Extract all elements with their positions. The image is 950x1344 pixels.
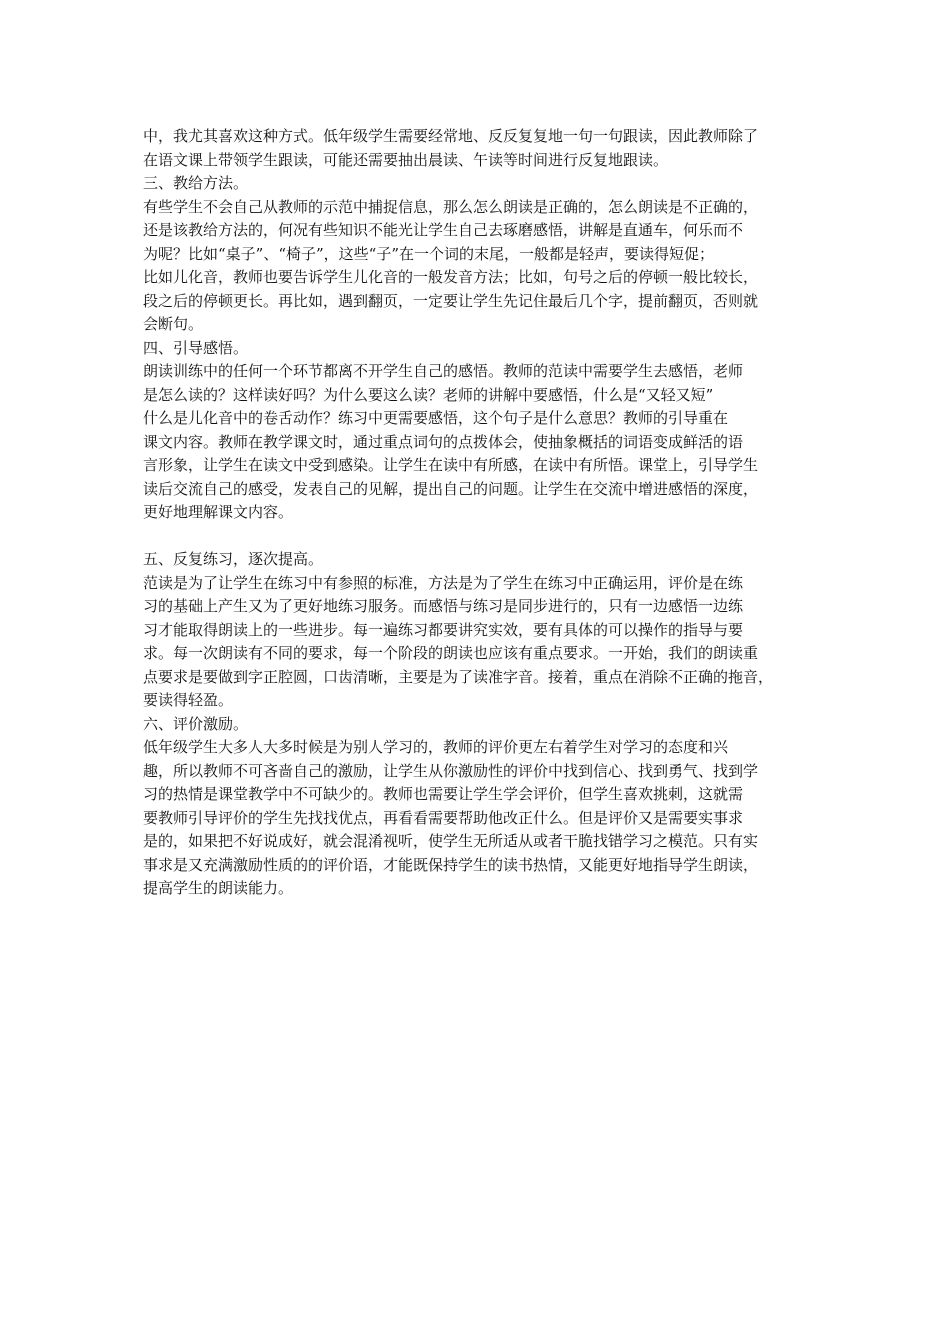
- blank-line: [143, 525, 809, 549]
- text-line: 比如儿化音，教师也要告诉学生儿化音的一般发音方法；比如，句号之后的停顿一般比较长，: [143, 268, 759, 286]
- text-line: 求。每一次朗读有不同的要求，每一个阶段的朗读也应该有重点要求。一开始，我们的朗读重: [143, 644, 759, 662]
- section-heading: 六、评价激励。: [143, 714, 249, 733]
- section-heading: 四、引导感悟。: [143, 338, 249, 357]
- text-line: 中，我尤其喜欢这种方式。低年级学生需要经常地、反反复复地一句一句跟读，因此教师除了: [143, 127, 759, 145]
- text-line: 趣，所以教师不可吝啬自己的激励，让学生从你激励性的评价中找到信心、找到勇气、找到学: [143, 761, 759, 780]
- text-line: 还是该教给方法的，何况有些知识不能光让学生自己去琢磨感悟，讲解是直通车，何乐而不: [143, 221, 744, 239]
- text-line: 要读得轻盈。: [143, 691, 234, 709]
- text-line: 提高学生的朗读能力。: [143, 879, 294, 897]
- text-line: 更好地理解课文内容。: [143, 503, 294, 521]
- section-5: [143, 548, 809, 713]
- text-line: 是的，如果把不好说成好，就会混淆视听，使学生无所适从或者干脆找错学习之模范。只有实: [143, 832, 759, 850]
- text-line: 为呢？比如“桌子”、“椅子”，这些“子”在一个词的末尾，一般都是轻声，要读得短促；: [143, 244, 715, 263]
- section-3: [143, 172, 809, 337]
- section-6: [143, 713, 809, 901]
- text-line: 要教师引导评价的学生先找找优点，再看看需要帮助他改正什么。但是评价又是需要实事求: [143, 808, 744, 827]
- section-4: [143, 337, 809, 525]
- text-line: 低年级学生大多人大多时候是为别人学习的，教师的评价更左右着学生对学习的态度和兴: [143, 738, 729, 756]
- text-line: 是怎么读的？这样读好吗？为什么要这么读？老师的讲解中要感悟，什么是“又轻又短”: [143, 385, 714, 404]
- text-line: 言形象，让学生在读文中受到感染。让学生在读中有所感，在读中有所悟。课堂上，引导学生: [143, 456, 759, 474]
- text-line: 有些学生不会自己从教师的示范中捕捉信息，那么怎么朗读是正确的，怎么朗读是不正确的，: [143, 197, 759, 216]
- document-body: [143, 125, 809, 901]
- text-line: 事求是又充满激励性质的的评价语，才能既保持学生的读书热情，又能更好地指导学生朗读，: [143, 855, 759, 874]
- text-line: 朗读训练中的任何一个环节都离不开学生自己的感悟。教师的范读中需要学生去感悟，老师: [143, 362, 744, 380]
- text-line: 习才能取得朗读上的一些进步。每一遍练习都要讲究实效，要有具体的可以操作的指导与要: [143, 620, 744, 639]
- text-line: 读后交流自己的感受，发表自己的见解，提出自己的问题。让学生在交流中增进感悟的深度，: [143, 479, 759, 498]
- text-line: 课文内容。教师在教学课文时，通过重点词句的点拨体会，使抽象概括的词语变成鲜活的语: [143, 432, 744, 451]
- section-heading: 三、教给方法。: [143, 174, 249, 192]
- paragraph-continuation: [143, 125, 809, 172]
- section-heading: 五、反复练习，逐次提高。: [143, 550, 324, 568]
- text-line: 范读是为了让学生在练习中有参照的标准，方法是为了学生在练习中正确运用，评价是在练: [143, 573, 744, 592]
- text-line: 什么是儿化音中的卷舌动作？练习中更需要感悟，这个句子是什么意思？教师的引导重在: [143, 409, 729, 427]
- text-line: 在语文课上带领学生跟读，可能还需要抽出晨读、午读等时间进行反复地跟读。: [143, 150, 669, 169]
- text-line: 段之后的停顿更长。再比如，遇到翻页，一定要让学生先记住最后几个字，提前翻页，否则就: [143, 291, 759, 310]
- text-line: 点要求是要做到字正腔圆，口齿清晰，主要是为了读准字音。接着，重点在消除不正确的拖音，: [143, 667, 774, 686]
- text-line: 习的热情是课堂教学中不可缺少的。教师也需要让学生学会评价，但学生喜欢挑刺，这就需: [143, 785, 744, 803]
- text-line: 习的基础上产生又为了更好地练习服务。而感悟与练习是同步进行的，只有一边感悟一边练: [143, 597, 744, 615]
- text-line: 会断句。: [143, 315, 204, 333]
